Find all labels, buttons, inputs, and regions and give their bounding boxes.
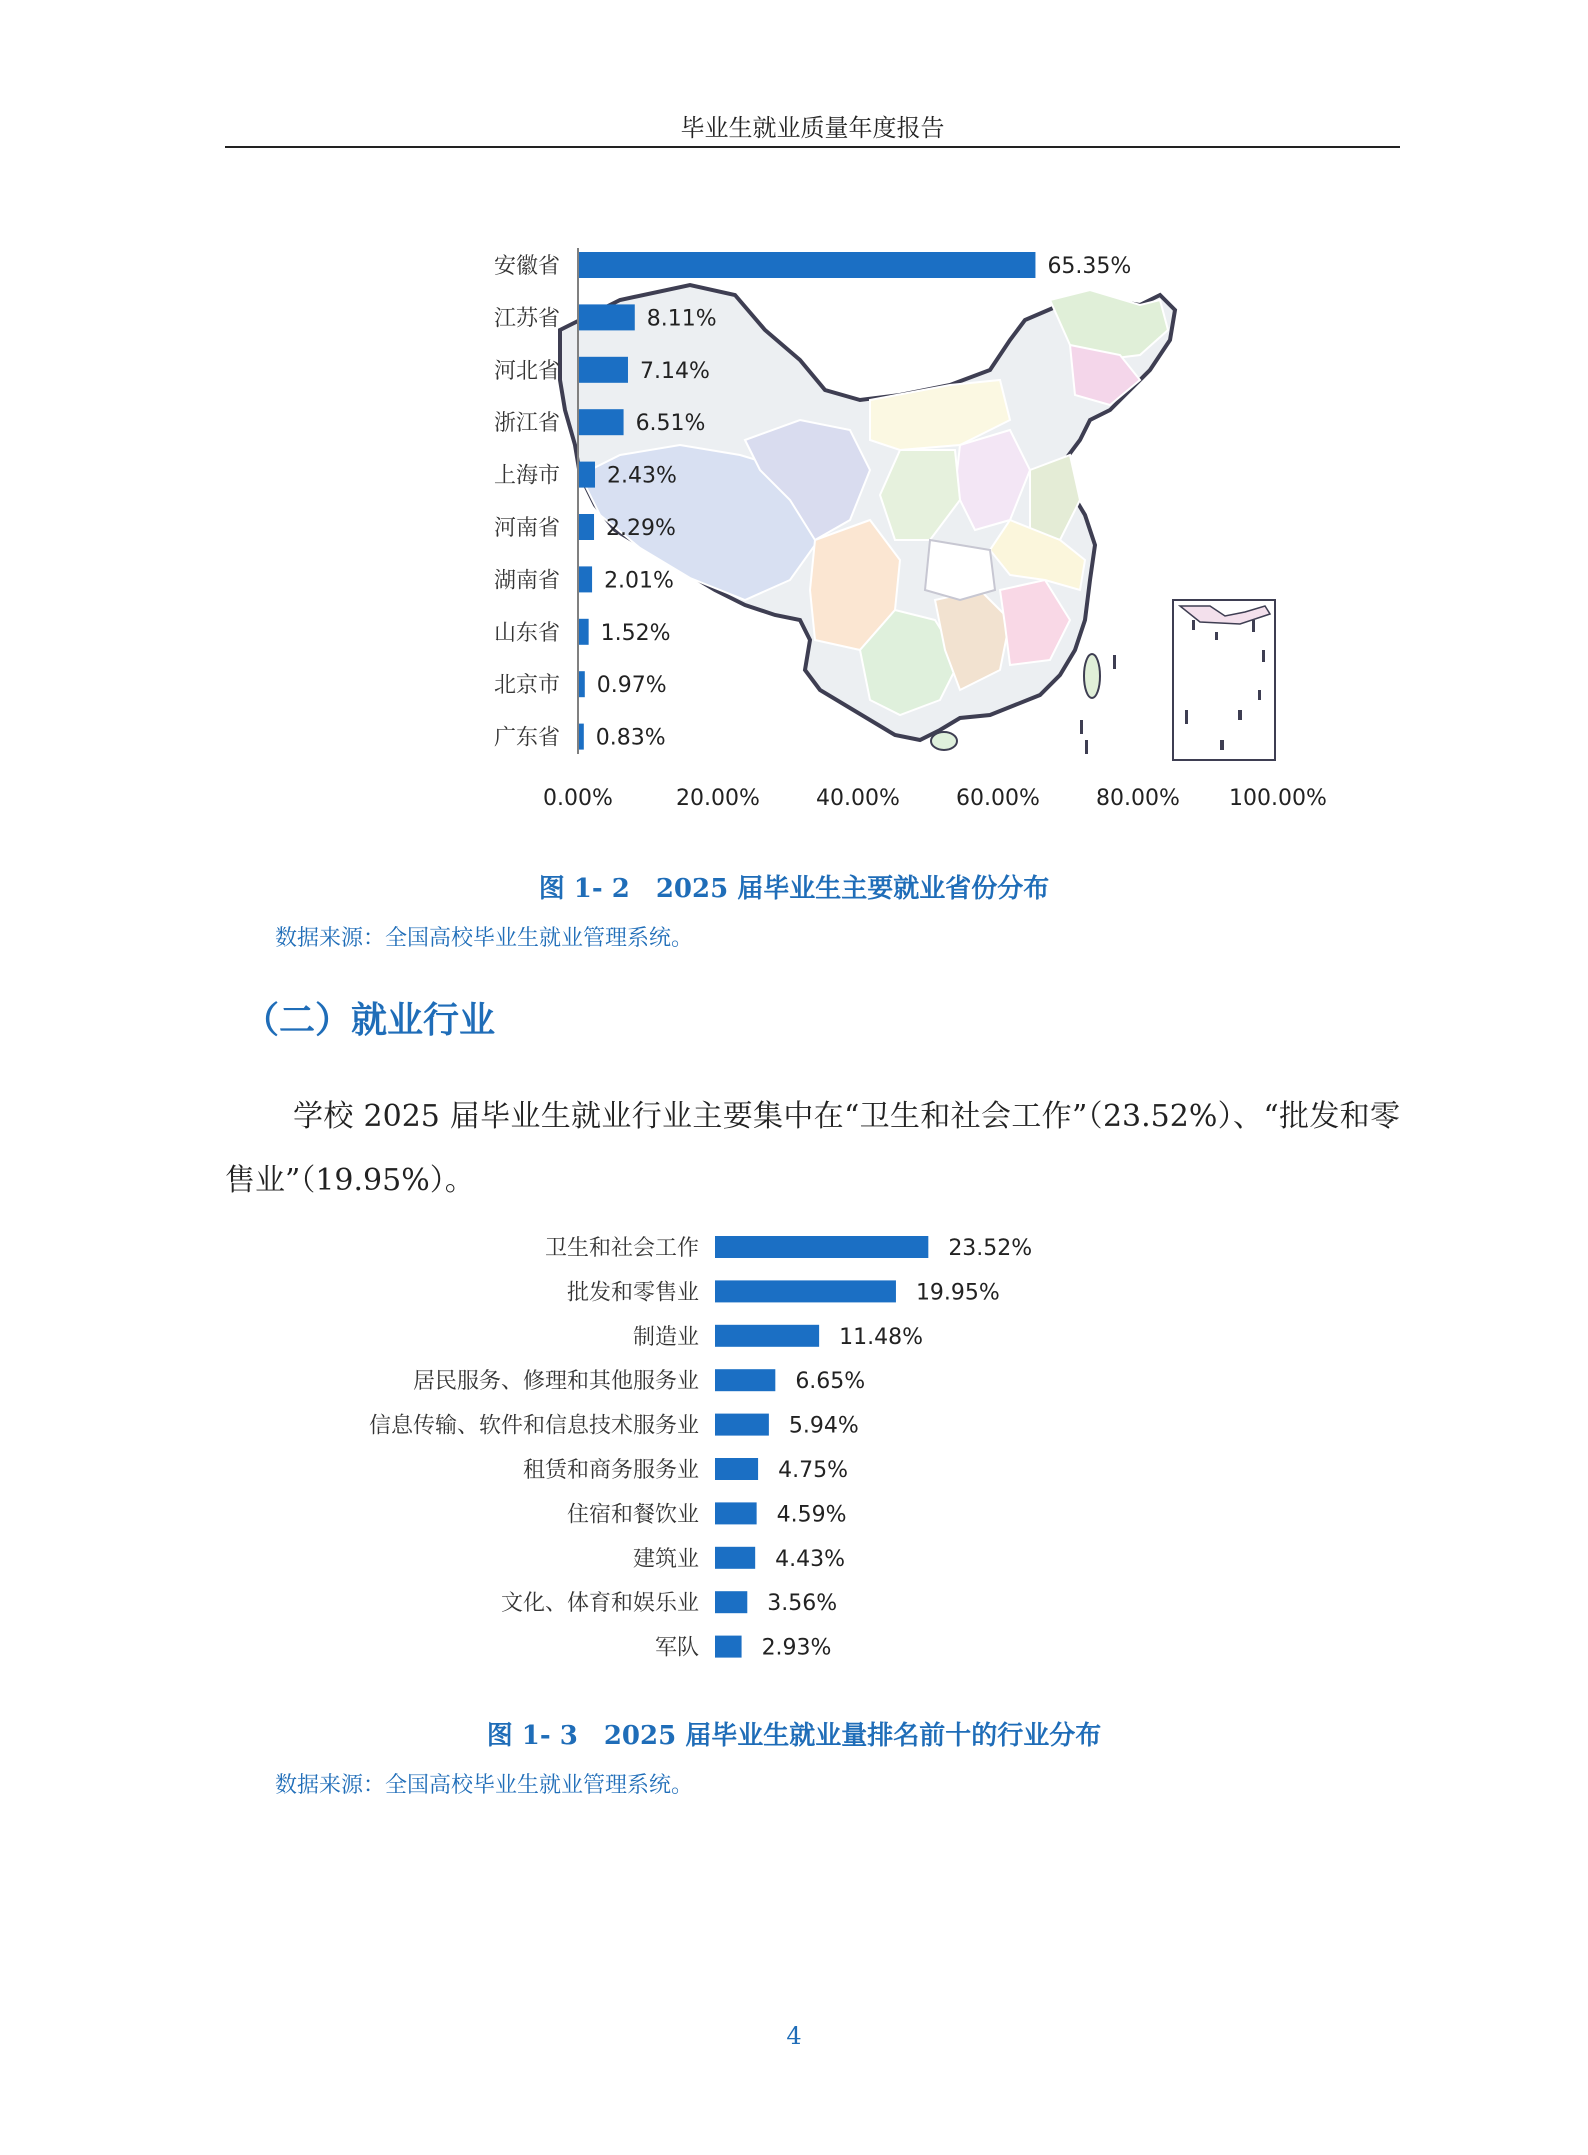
x-tick-4: 80.00% bbox=[1096, 786, 1180, 811]
value-label-9: 0.83% bbox=[595, 725, 666, 751]
value-label-0: 65.35% bbox=[1047, 254, 1132, 279]
value-label-8: 3.56% bbox=[767, 1591, 838, 1617]
bar-0 bbox=[715, 1236, 928, 1258]
category-label-8: 文化、体育和娱乐业 bbox=[500, 1591, 699, 1617]
bar-0 bbox=[578, 252, 1035, 278]
page-number: 4 bbox=[786, 2022, 802, 2050]
province-bar-chart bbox=[0, 0, 1588, 860]
value-label-1: 8.11% bbox=[646, 306, 717, 332]
value-label-1: 19.95% bbox=[915, 1280, 1000, 1306]
category-label-1: 江苏省 bbox=[493, 306, 560, 332]
bar-7 bbox=[578, 619, 589, 645]
value-label-3: 6.51% bbox=[635, 411, 706, 437]
bar-1 bbox=[578, 304, 635, 330]
category-label-8: 北京市 bbox=[493, 673, 560, 699]
value-label-8: 0.97% bbox=[596, 673, 667, 699]
body-paragraph: 学校 2025 届毕业生就业行业主要集中在“卫生和社会工作”（23.52%）、“批发和零售业”（19.95%）。 bbox=[225, 1099, 1400, 1198]
category-label-5: 河南省 bbox=[493, 516, 560, 541]
category-label-3: 居民服务、修理和其他服务业 bbox=[412, 1369, 699, 1395]
bar-8 bbox=[715, 1591, 747, 1613]
category-label-6: 住宿和餐饮业 bbox=[566, 1502, 699, 1528]
bar-5 bbox=[578, 514, 594, 540]
bar-1 bbox=[715, 1280, 896, 1302]
x-tick-2: 40.00% bbox=[816, 786, 900, 811]
category-label-3: 浙江省 bbox=[493, 411, 560, 437]
bar-8 bbox=[578, 671, 585, 697]
category-label-4: 上海市 bbox=[493, 463, 560, 489]
bar-3 bbox=[578, 409, 624, 435]
bar-4 bbox=[715, 1414, 769, 1436]
bar-2 bbox=[578, 357, 628, 383]
category-label-0: 卫生和社会工作 bbox=[544, 1236, 699, 1261]
bar-5 bbox=[715, 1458, 758, 1480]
category-label-1: 批发和零售业 bbox=[566, 1280, 699, 1306]
value-label-6: 4.59% bbox=[776, 1502, 847, 1528]
value-label-4: 2.43% bbox=[607, 463, 677, 489]
x-tick-1: 20.00% bbox=[676, 786, 760, 811]
category-label-7: 山东省 bbox=[493, 620, 560, 646]
category-label-2: 河北省 bbox=[493, 358, 560, 384]
bar-2 bbox=[715, 1325, 819, 1347]
category-label-2: 制造业 bbox=[632, 1324, 699, 1350]
value-label-5: 2.29% bbox=[606, 516, 676, 541]
page-header: 毕业生就业质量年度报告 bbox=[680, 114, 945, 142]
figure-1-caption: 图 1- 2 2025 届毕业生主要就业省份分布 bbox=[538, 874, 1050, 904]
value-label-5: 4.75% bbox=[778, 1458, 848, 1483]
value-label-0: 23.52% bbox=[948, 1236, 1033, 1261]
section-title: （二）就业行业 bbox=[243, 1000, 496, 1041]
value-label-2: 11.48% bbox=[839, 1324, 924, 1350]
category-label-7: 建筑业 bbox=[632, 1546, 699, 1572]
value-label-3: 6.65% bbox=[795, 1369, 866, 1395]
value-label-2: 7.14% bbox=[639, 358, 710, 384]
category-label-6: 湖南省 bbox=[493, 568, 560, 594]
value-label-7: 1.52% bbox=[600, 620, 671, 646]
category-label-4: 信息传输、软件和信息技术服务业 bbox=[368, 1413, 699, 1439]
x-tick-5: 100.00% bbox=[1229, 786, 1327, 811]
figure-1-source: 数据来源：全国高校毕业生就业管理系统。 bbox=[275, 926, 694, 951]
bar-3 bbox=[715, 1369, 775, 1391]
bar-9 bbox=[715, 1636, 742, 1658]
category-label-0: 安徽省 bbox=[493, 254, 560, 279]
bar-4 bbox=[578, 462, 595, 488]
value-label-6: 2.01% bbox=[604, 568, 674, 594]
bar-7 bbox=[715, 1547, 755, 1569]
category-label-9: 广东省 bbox=[493, 725, 560, 751]
figure-2-caption: 图 1- 3 2025 届毕业生就业量排名前十的行业分布 bbox=[486, 1721, 1102, 1751]
category-label-5: 租赁和商务服务业 bbox=[522, 1458, 699, 1483]
category-label-9: 军队 bbox=[654, 1635, 699, 1661]
value-label-9: 2.93% bbox=[761, 1635, 832, 1661]
industry-bar-chart bbox=[0, 1220, 1588, 1670]
bar-6 bbox=[715, 1502, 757, 1524]
value-label-4: 5.94% bbox=[788, 1413, 859, 1439]
x-tick-0: 0.00% bbox=[543, 786, 613, 811]
bar-6 bbox=[578, 566, 592, 592]
figure-2-source: 数据来源：全国高校毕业生就业管理系统。 bbox=[275, 1773, 694, 1798]
value-label-7: 4.43% bbox=[775, 1546, 846, 1572]
x-tick-3: 60.00% bbox=[956, 786, 1040, 811]
